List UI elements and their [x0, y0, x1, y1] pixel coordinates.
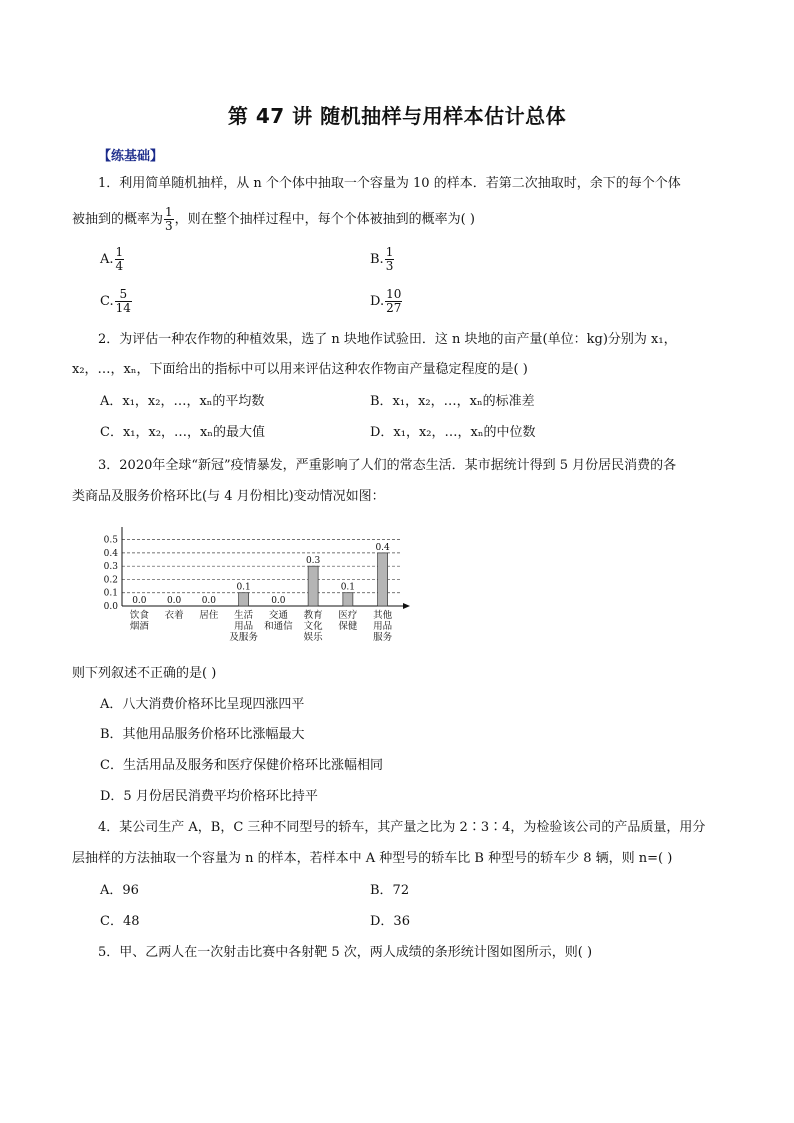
data-label: 0.0: [271, 596, 286, 606]
q3-option-a[interactable]: A．八大消费价格环比呈现四涨四平: [100, 697, 305, 712]
y-tick-label: 0.1: [103, 588, 118, 599]
q1-option-d[interactable]: D. $\frac{10}{27}$: [370, 287, 402, 315]
category-label: 教育: [303, 610, 323, 621]
category-label: 用品: [373, 621, 393, 632]
price-change-bar-chart: [96, 522, 416, 650]
y-tick-label: 0.5: [103, 535, 118, 546]
q2-option-c[interactable]: C．x₁，x₂，…，xₙ的最大值: [100, 425, 265, 440]
q4-option-d[interactable]: D．36: [370, 914, 410, 929]
data-label: 0.4: [375, 542, 390, 553]
category-label: 交通: [268, 610, 288, 621]
q1-line1: 1．利用简单随机抽样，从 n 个个体中抽取一个容量为 10 的样本．若第二次抽取时，余下的每个个体: [98, 176, 681, 191]
bar: [343, 593, 353, 606]
q1-option-c[interactable]: C. $\frac{5}{14}$: [100, 287, 131, 315]
category-label: 服务: [373, 632, 393, 643]
q3-option-c[interactable]: C．生活用品及服务和医疗保健价格环比涨幅相同: [100, 758, 383, 773]
q4-option-b[interactable]: B．72: [370, 883, 410, 898]
q3-after: 则下列叙述不正确的是( ): [72, 666, 217, 681]
data-label: 0.1: [236, 582, 251, 593]
q3-line2: 类商品及服务价格环比(与 4 月份相比)变动情况如图：: [72, 489, 385, 504]
q3-line1: 3．2020年全球“新冠”疫情暴发，严重影响了人们的常态生活．某市据统计得到 5 月份居民消费的各: [98, 458, 677, 473]
q4-option-a[interactable]: A．96: [100, 883, 139, 898]
category-label: 饮食: [129, 610, 149, 621]
data-label: 0.0: [132, 596, 147, 606]
category-label: 居住: [199, 610, 219, 621]
q1-option-a[interactable]: A. $\frac{1}{4}$: [100, 245, 124, 273]
category-label: 及服务: [229, 632, 258, 643]
q3-option-b[interactable]: B．其他用品服务价格环比涨幅最大: [100, 727, 305, 742]
y-tick-label: 0.2: [103, 575, 118, 586]
q5-line1: 5．甲、乙两人在一次射击比赛中各射靶 5 次，两人成绩的条形统计图如图所示，则( ): [98, 945, 593, 960]
q2-line2: x₂，…，xₙ，下面给出的指标中可以用来评估这种农作物亩产量稳定程度的是( ): [72, 362, 528, 377]
category-label: 其他: [373, 610, 393, 621]
q4-line1: 4．某公司生产 A，B，C 三种不同型号的轿车，其产量之比为 2∶3∶4，为检验该公司的产品质量，用分: [98, 820, 706, 835]
category-label: 保健: [338, 621, 358, 632]
category-label: 娱乐: [303, 632, 323, 643]
category-label: 文化: [303, 621, 323, 632]
data-label: 0.1: [340, 582, 356, 593]
q4-line2: 层抽样的方法抽取一个容量为 n 的样本，若样本中 A 种型号的轿车比 B 种型号的轿车少 8 辆，则 n=( ): [72, 851, 673, 866]
q3-option-d[interactable]: D．5 月份居民消费平均价格环比持平: [100, 789, 318, 804]
data-label: 0.0: [166, 596, 182, 606]
category-label: 衣着: [164, 610, 184, 621]
category-label: 用品: [234, 621, 254, 632]
q1-fraction: $\frac{1}{3}$: [165, 205, 173, 233]
section-tag: 【练基础】: [98, 149, 164, 164]
bar: [378, 553, 388, 606]
bar: [239, 593, 249, 606]
q2-option-a[interactable]: A．x₁，x₂，…，xₙ的平均数: [100, 394, 265, 409]
q1-option-b[interactable]: B. $\frac{1}{3}$: [370, 245, 394, 273]
y-tick-label: 0.4: [103, 548, 118, 559]
category-label: 医疗: [338, 610, 358, 621]
x-axis-arrow-icon: [403, 603, 410, 609]
category-label: 生活: [234, 610, 254, 621]
category-label: 烟酒: [129, 621, 149, 632]
data-label: 0.0: [201, 596, 217, 606]
bar: [308, 566, 318, 606]
q2-option-d[interactable]: D．x₁，x₂，…，xₙ的中位数: [370, 425, 536, 440]
y-tick-label: 0.0: [103, 602, 118, 612]
category-label: 和通信: [264, 621, 293, 632]
q1-line2a: 被抽到的概率为: [72, 212, 164, 227]
q2-line1: 2．为评估一种农作物的种植效果，选了 n 块地作试验田．这 n 块地的亩产量(单位：kg)分别为 x₁，: [98, 332, 677, 347]
q2-option-b[interactable]: B．x₁，x₂，…，xₙ的标准差: [370, 394, 535, 409]
y-tick-label: 0.3: [103, 562, 118, 573]
page-title: 第 47 讲 随机抽样与用样本估计总体: [227, 104, 567, 128]
q1-line2: [72, 206, 732, 233]
q4-option-c[interactable]: C．48: [100, 914, 140, 929]
q1-line2b: ，则在整个抽样过程中，每个个体被抽到的概率为( ): [174, 212, 475, 227]
data-label: 0.3: [305, 556, 321, 567]
